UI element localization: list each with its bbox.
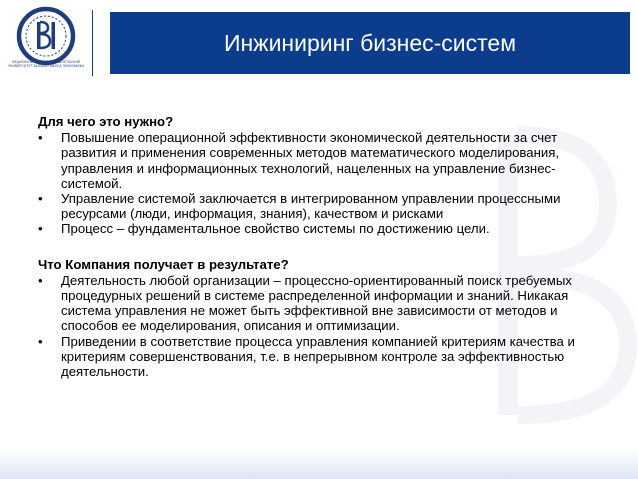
list-item [38, 273, 598, 334]
university-logo-icon [8, 4, 84, 82]
bullet-icon: • [38, 333, 43, 349]
section-heading: Что Компания получает в результате? [38, 256, 289, 272]
bullet-icon: • [38, 221, 43, 237]
list-item-text: Повышение операционной эффективности экономической деятельности за счет развития и применения современных методов математического моделирования, управления и информационных технологий, нацеленных на управление бизнес-системой. [61, 130, 560, 191]
list-item [38, 130, 598, 191]
bullet-icon: • [38, 130, 43, 146]
page-title: Инжиниринг бизнес-систем [223, 30, 517, 56]
section-results [38, 257, 598, 380]
bullet-list [38, 273, 598, 379]
list-item [38, 334, 598, 380]
list-item-text: Процесс – фундаментальное свойство системы по достижению цели. [61, 221, 490, 237]
section-purpose [38, 114, 598, 237]
list-item-text: Управление системой заключается в интегрированном управлении процессными ресурсами (люди, информация, знания), качеством и рисками [61, 191, 561, 222]
section-heading: Для чего это нужно? [38, 114, 174, 129]
logo-caption: НАЦИОНАЛЬНЫЙ ИССЛЕДОВАТЕЛЬСКИЙ УНИВЕРСИТЕТ ВЫСШАЯ ШКОЛА ЭКОНОМИКИ [7, 60, 85, 68]
header-divider [92, 10, 93, 76]
list-item [38, 191, 598, 221]
footer-band [0, 449, 638, 479]
bullet-list [38, 130, 598, 236]
slide-header [0, 0, 638, 92]
list-item [38, 221, 598, 236]
list-item-text: Деятельность любой организации – процессно-ориентированный поиск требуемых процедурных решений в системе распределенной информации и знаний. Никакая система управления не может быть эффективной вне зависимости от методов и способов ее моделирования, описания и оптимизации. [61, 272, 572, 334]
slide-content [38, 114, 598, 379]
list-item-text: Приведении в соответствие процесса управления компанией критериям качества и критериям совершенствования, т.е. в непрерывном контроле за эффективностью деятельности. [61, 333, 575, 380]
bullet-icon: • [38, 272, 43, 288]
bullet-icon: • [38, 191, 43, 207]
